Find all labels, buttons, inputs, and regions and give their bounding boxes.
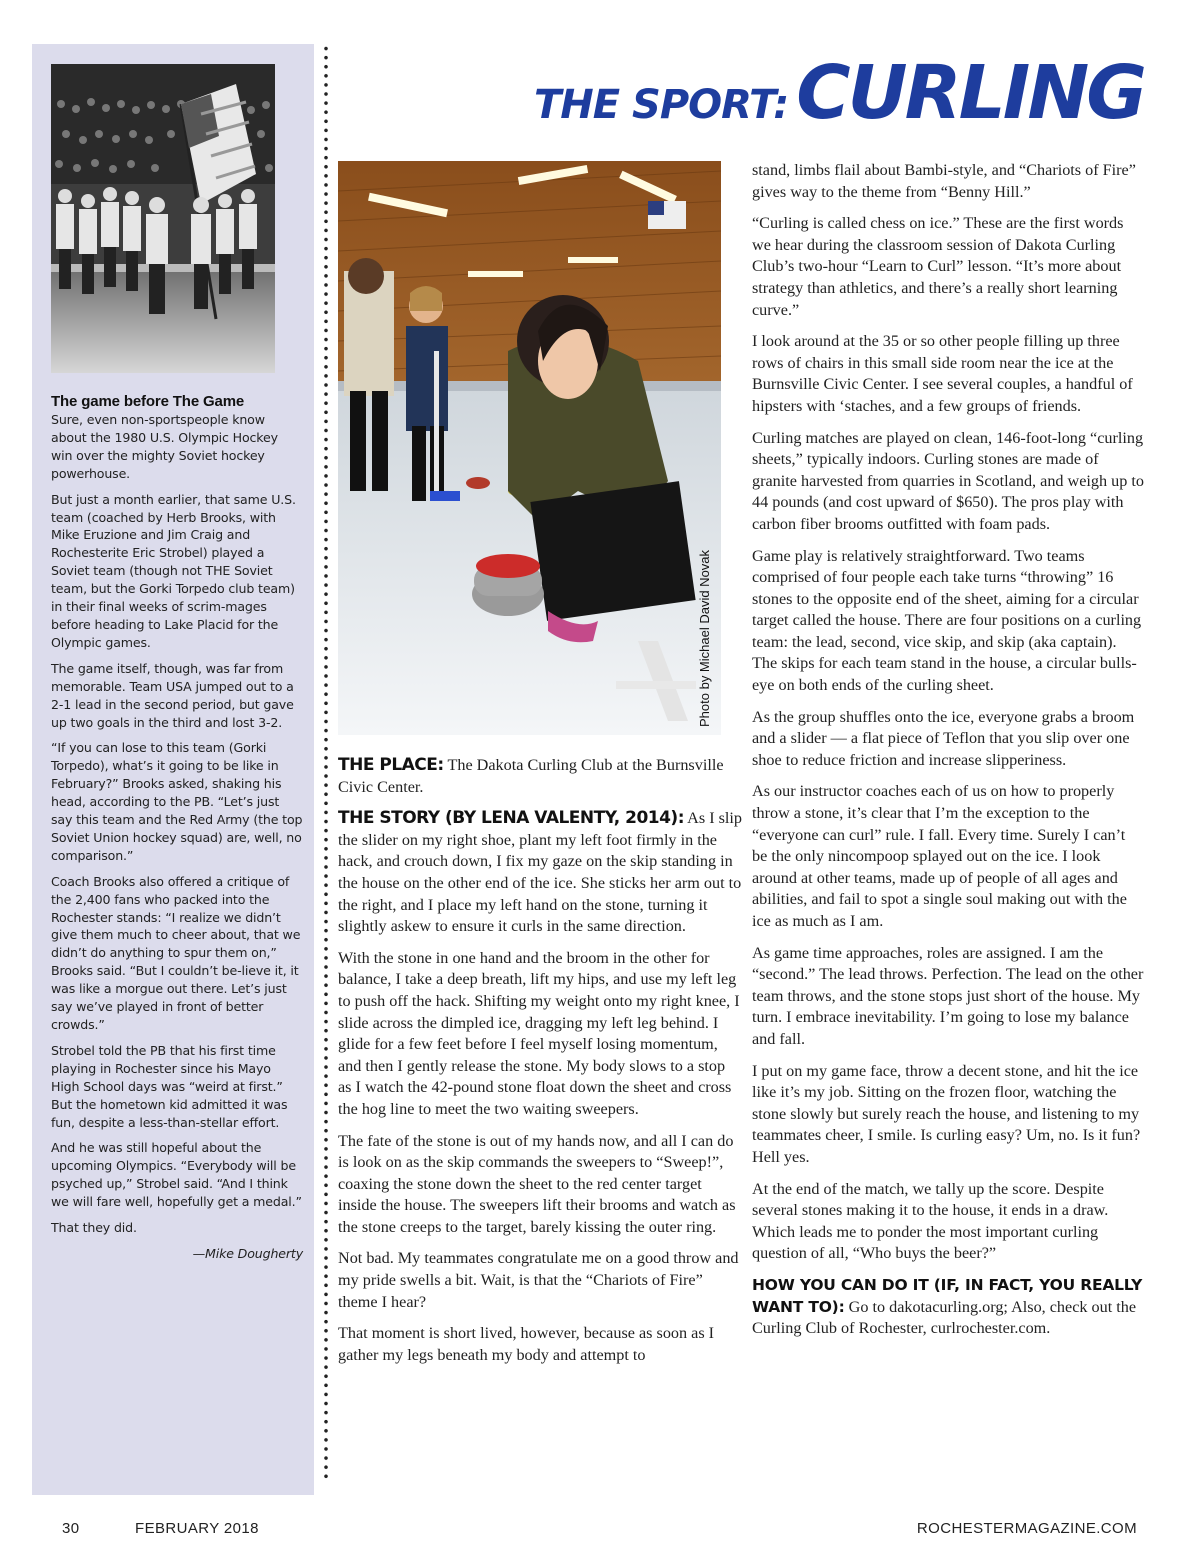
sidebar-paragraph: “If you can lose to this team (Gorki Torpedo), what’s it going to be like in February?” Brooks asked, shaking his head, according to the PB. “Let’s just say this team and the Red Army (the top Soviet Union hockey squad) are, well, no comparison.” bbox=[51, 740, 303, 863]
story-paragraph: I look around at the 35 or so other people filling up three rows of chairs in this small side room near the ice at the Burnsville Civic Center. I see several couples, a handful of hipsters with ‘staches, and a few groups of friends. bbox=[752, 332, 1133, 415]
story-first: As I slip the slider on my right shoe, plant my left foot firmly in the hack, and crouch down, I fix my gaze on the skip standing in the house on the other end of the ice. She sticks her arm out to the right, and I place my left hand on the stone, turning it slightly askew to ensure it curls in the same direction. bbox=[338, 809, 743, 936]
story-label: THE STORY (BY LENA VALENTY, 2014): bbox=[338, 808, 684, 829]
story-paragraph: As our instructor coaches each of us on how to properly throw a stone, it’s clear that I’m the exception to the “everyone can curl” rule. I fall. Every time. Surely I can’t be the only nincompoop splayed out on the ice. I look around at other teams, made up of people of all ages and abilities, and fail to spot a single soul making out with the ice as much as I am. bbox=[752, 782, 1127, 930]
story-column-left bbox=[338, 755, 742, 1376]
story-paragraph: As game time approaches, roles are assigned. I am the “second.” The lead throws. Perfection. The lead on the other team throws, and the stone stops just short of the house. My turn. I embrace inevitability. I’m going to lose my balance and fall. bbox=[752, 943, 1144, 1048]
sidebar bbox=[32, 44, 314, 1495]
story-paragraph: “Curling is called chess on ice.” These are the first words we hear during the classroom session of Dakota Curling Club’s two-hour “Learn to Curl” lesson. “It’s more about strategy than athletics, and there’s a really short learning curve.” bbox=[752, 214, 1124, 319]
sidebar-title: The game before The Game bbox=[51, 393, 245, 410]
story-paragraph: That moment is short lived, however, because as soon as I gather my legs beneath my body and attempt to bbox=[338, 1324, 715, 1364]
headline-main: CURLING bbox=[796, 50, 1144, 136]
site-url: ROCHESTERMAGAZINE.COM bbox=[916, 1520, 1137, 1537]
howto-text: Go to dakotacurling.org; Also, check out the Curling Club of Rochester, curlrochester.com. bbox=[752, 1297, 1137, 1338]
curling-image bbox=[338, 161, 721, 735]
sidebar-paragraph: That they did. bbox=[51, 1220, 137, 1236]
howto-paragraph bbox=[752, 1275, 1144, 1340]
place-text: The Dakota Curling Club at the Burnsville Civic Center. bbox=[338, 756, 724, 796]
sidebar-paragraph: Coach Brooks also offered a critique of the 2,400 fans who packed into the Rochester stands: “I realize we didn’t give them much to cheer about, that we didn’t do anything to spur them on,” Brooks said. “But I couldn’t be-lieve it, it was like a morgue out there. Let’s just say we’ve played in front of better crowds.” bbox=[51, 873, 301, 1032]
story-paragraph: Not bad. My teammates congratulate me on a good throw and my pride swells a bit. Wait, is that the “Chariots of Fire” theme I hear? bbox=[338, 1249, 739, 1311]
story-intro bbox=[338, 808, 742, 938]
howto-label: HOW YOU CAN DO IT (IF, IN FACT, YOU REALLY WANT TO): bbox=[752, 1275, 1143, 1316]
issue-date: FEBRUARY 2018 bbox=[135, 1520, 259, 1537]
story-paragraph: I put on my game face, throw a decent stone, and hit the ice like it’s my job. Sitting on the frozen floor, watching the stone slowly but surely reach the house, and listening to my teammates cheer, I smile. Is curling easy? Um, no. Is it fun? Hell yes. bbox=[752, 1061, 1141, 1166]
sidebar-signature: —Mike Dougherty bbox=[192, 1245, 303, 1261]
hockey-team-image bbox=[51, 64, 275, 373]
story-paragraph: With the stone in one hand and the broom in the other for balance, I take a deep breath, lift my hips, and use my left leg to push off the hack. Shifting my weight onto my right knee, I slide across the dimpled ice, dragging my left leg behind. I glide for a few feet before I feel myself losing momentum, and then I gently release the stone. My body slows to a stop as I watch the 42-pound stone float down the sheet and cross the hog line to meet the two waiting sweepers. bbox=[338, 948, 740, 1118]
sidebar-paragraph: Strobel told the PB that his first time playing in Rochester since his Mayo High School days was “weird at first.” But the hometown kid admitted it was fun, despite a less-than-stellar effort. bbox=[51, 1042, 288, 1130]
sidebar-paragraph: Sure, even non-sportspeople know about the 1980 U.S. Olympic Hockey win over the mighty Soviet hockey powerhouse. bbox=[51, 412, 278, 481]
story-paragraph: stand, limbs flail about Bambi-style, and “Chariots of Fire” gives way to the theme from “Benny Hill.” bbox=[752, 161, 1136, 201]
dotted-divider bbox=[323, 44, 329, 1480]
sidebar-article bbox=[51, 393, 303, 1271]
story-paragraph: At the end of the match, we tally up the score. Despite several stones making it to the house, it ends in a draw. Which leads me to ponder the most important curling question of all, “Who buys the beer?” bbox=[752, 1179, 1109, 1263]
page-number: 30 bbox=[62, 1520, 80, 1537]
hockey-photo bbox=[51, 64, 275, 373]
headline-prefix: THE SPORT: bbox=[534, 82, 789, 128]
story-paragraph: As the group shuffles onto the ice, everyone grabs a broom and a slider — a flat piece of Teflon that you slip over one shoe to reduce friction and increase slipperiness. bbox=[752, 707, 1135, 769]
story-column-right bbox=[752, 160, 1144, 1350]
sidebar-paragraph: But just a month earlier, that same U.S. team (coached by Herb Brooks, with Mike Eruzione and Jim Craig and Rochesterite Eric Strobel) played a Soviet team (though not THE Soviet team, but the Gorki Torpedo club team) in their final weeks of scrim-mages before heading to Lake Placid for the Olympic games. bbox=[51, 491, 296, 650]
place-paragraph bbox=[338, 755, 742, 798]
photo-credit: Photo by Michael David Novak bbox=[697, 549, 712, 727]
curling-photo bbox=[338, 161, 721, 735]
story-paragraph: Game play is relatively straightforward. Two teams comprised of four people each take turns “throwing” 16 stones to the opposite end of the sheet, aiming for a circular target called the house. There are four positions on a curling team: the lead, second, vice skip, and skip (aka captain). The skips for each team stand in the house, a circular bulls-eye on both ends of the curling sheet. bbox=[752, 546, 1142, 695]
place-label: THE PLACE: bbox=[338, 755, 444, 775]
sidebar-paragraph: And he was still hopeful about the upcoming Olympics. “Everybody will be psyched up,” Strobel said. “And I think we will fare well, hopefully get a medal.” bbox=[51, 1140, 302, 1210]
story-paragraph: The fate of the stone is out of my hands now, and all I can do is look on as the skip commands the sweepers to “Sweep!”, coaxing the stone down the sheet to the red center target inside the house. The sweepers lift their brooms and watch as the stone creeps to the target, barely kissing the outer ring. bbox=[338, 1131, 736, 1236]
page-headline bbox=[534, 50, 1144, 136]
story-paragraph: Curling matches are played on clean, 146-foot-long “curling sheets,” typically indoors. Curling stones are made of granite harvested from quarries in Scotland, and weigh up to 44 pounds (and cost upward of $650). The pros play with carbon fiber brooms outfitted with foam pads. bbox=[752, 428, 1144, 533]
sidebar-paragraph: The game itself, though, was far from memorable. Team USA jumped out to a 2-1 lead in the second period, but gave up two goals in the third and lost 3-2. bbox=[51, 660, 294, 730]
